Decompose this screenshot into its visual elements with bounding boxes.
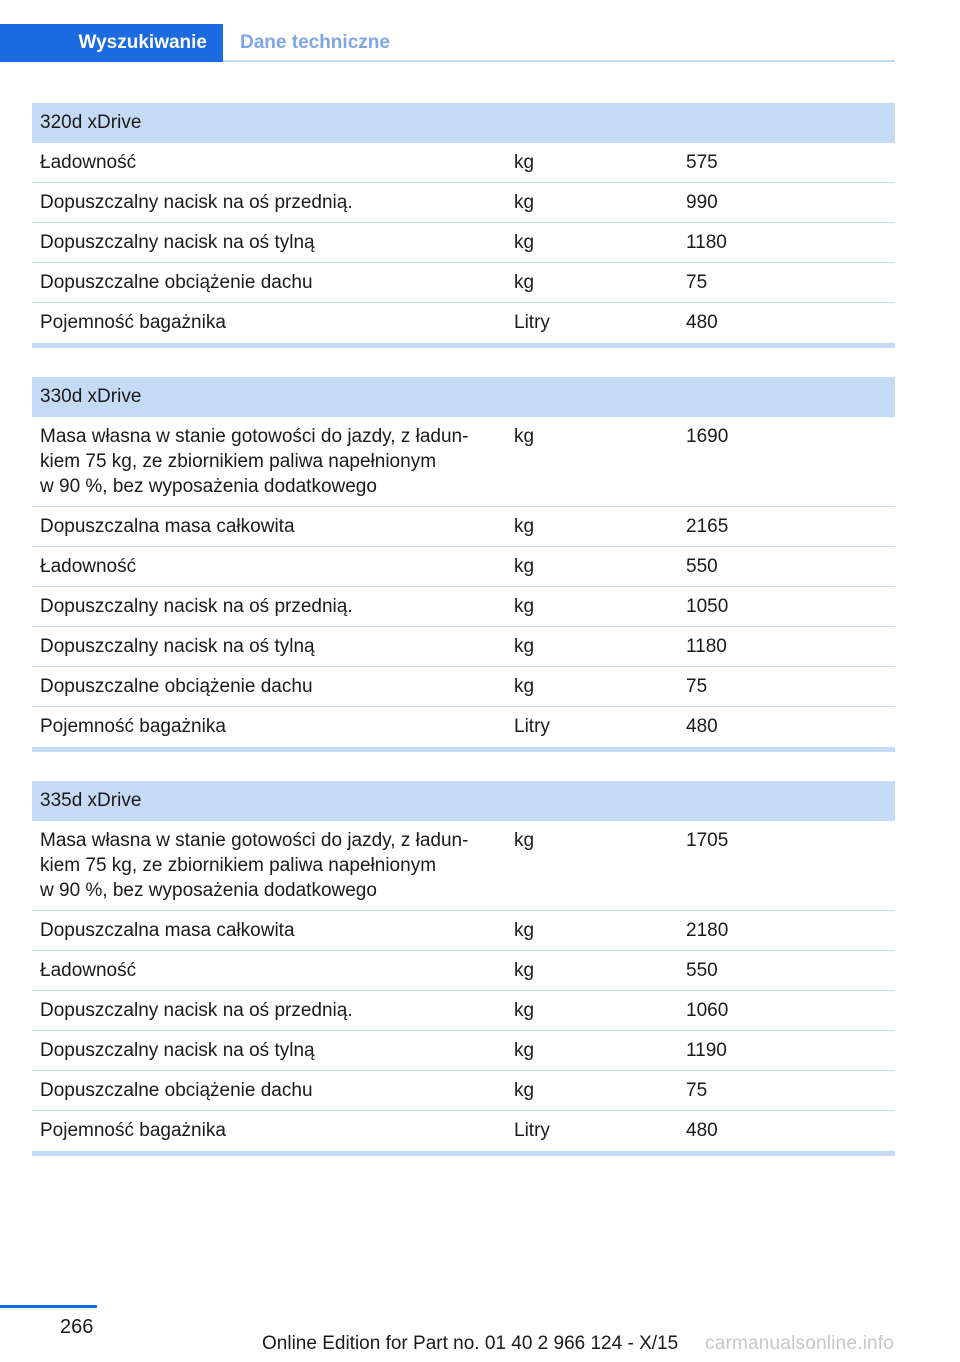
row-unit: kg bbox=[514, 516, 535, 537]
row-unit: kg bbox=[514, 596, 535, 617]
row-unit: kg bbox=[514, 1000, 535, 1021]
row-label: Ładowność bbox=[40, 556, 137, 577]
watermark-text: carmanualsonline.info bbox=[705, 1333, 895, 1354]
row-label: Dopuszczalny nacisk na oś przednią. bbox=[40, 596, 353, 617]
row-unit: Litry bbox=[514, 1120, 550, 1141]
row-value: 1705 bbox=[686, 830, 729, 851]
spec-table-330d bbox=[32, 377, 895, 752]
row-label: Masa własna w stanie gotowości do jazdy, z ładun- kiem 75 kg, ze zbiornikiem paliwa napełnionym w 90 %, bez wyposażenia dodatkowego bbox=[40, 426, 469, 497]
row-unit: Litry bbox=[514, 312, 550, 333]
edition-text: Online Edition for Part no. 01 40 2 966 124 - X/15 bbox=[262, 1333, 679, 1354]
spec-table-title: 335d xDrive bbox=[32, 781, 895, 821]
table-row bbox=[32, 417, 895, 507]
table-row bbox=[32, 303, 895, 343]
spec-table-320d bbox=[32, 103, 895, 348]
table-bottom-rule bbox=[32, 343, 895, 348]
row-unit: Litry bbox=[514, 716, 550, 737]
spec-table-335d bbox=[32, 781, 895, 1156]
row-value: 75 bbox=[686, 1080, 708, 1101]
row-label: Pojemność bagażnika bbox=[40, 312, 226, 333]
table-row bbox=[32, 263, 895, 303]
table-row bbox=[32, 1031, 895, 1071]
row-label: Dopuszczalny nacisk na oś przednią. bbox=[40, 1000, 353, 1021]
table-row bbox=[32, 707, 895, 747]
row-label: Dopuszczalne obciążenie dachu bbox=[40, 272, 313, 293]
row-unit: kg bbox=[514, 1080, 535, 1101]
row-value: 1190 bbox=[686, 1040, 727, 1061]
spec-table-title: 330d xDrive bbox=[32, 377, 895, 417]
row-unit: kg bbox=[514, 192, 535, 213]
row-unit: kg bbox=[514, 272, 535, 293]
row-value: 1690 bbox=[686, 426, 729, 447]
page-number: 266 bbox=[60, 1316, 94, 1338]
row-unit: kg bbox=[514, 960, 535, 981]
table-row bbox=[32, 911, 895, 951]
table-row bbox=[32, 547, 895, 587]
table-bottom-rule bbox=[32, 1151, 895, 1156]
tab-dane-techniczne[interactable]: Dane techniczne bbox=[240, 32, 390, 53]
row-value: 1180 bbox=[686, 232, 727, 253]
table-row bbox=[32, 507, 895, 547]
row-unit: kg bbox=[514, 676, 535, 697]
row-label: Ładowność bbox=[40, 960, 137, 981]
row-unit: kg bbox=[514, 426, 535, 447]
table-row bbox=[32, 627, 895, 667]
row-label: Dopuszczalny nacisk na oś tylną bbox=[40, 1040, 315, 1061]
row-value: 480 bbox=[686, 716, 718, 737]
row-value: 1050 bbox=[686, 596, 729, 617]
table-row bbox=[32, 183, 895, 223]
table-row bbox=[32, 991, 895, 1031]
row-unit: kg bbox=[514, 830, 535, 851]
row-label: Dopuszczalny nacisk na oś tylną bbox=[40, 232, 315, 253]
spec-table-title: 320d xDrive bbox=[32, 103, 895, 143]
table-row bbox=[32, 951, 895, 991]
row-value: 75 bbox=[686, 272, 708, 293]
row-value: 480 bbox=[686, 312, 718, 333]
row-label: Masa własna w stanie gotowości do jazdy, z ładun- kiem 75 kg, ze zbiornikiem paliwa napełnionym w 90 %, bez wyposażenia dodatkowego bbox=[40, 830, 469, 901]
row-label: Dopuszczalny nacisk na oś przednią. bbox=[40, 192, 353, 213]
table-row bbox=[32, 1111, 895, 1151]
row-unit: kg bbox=[514, 920, 535, 941]
row-value: 575 bbox=[686, 152, 718, 173]
row-unit: kg bbox=[514, 636, 535, 657]
row-value: 75 bbox=[686, 676, 708, 697]
table-row bbox=[32, 821, 895, 911]
row-value: 1060 bbox=[686, 1000, 729, 1021]
header-divider bbox=[223, 60, 895, 62]
row-label: Dopuszczalna masa całkowita bbox=[40, 516, 295, 537]
row-value: 990 bbox=[686, 192, 718, 213]
table-row bbox=[32, 223, 895, 263]
row-unit: kg bbox=[514, 556, 535, 577]
row-label: Pojemność bagażnika bbox=[40, 716, 226, 737]
row-label: Dopuszczalny nacisk na oś tylną bbox=[40, 636, 315, 657]
table-row bbox=[32, 667, 895, 707]
row-value: 550 bbox=[686, 960, 718, 981]
row-unit: kg bbox=[514, 1040, 535, 1061]
chapter-tabs bbox=[0, 24, 895, 62]
row-value: 2165 bbox=[686, 516, 729, 537]
table-bottom-rule bbox=[32, 747, 895, 752]
table-row bbox=[32, 143, 895, 183]
row-label: Pojemność bagażnika bbox=[40, 1120, 226, 1141]
row-value: 480 bbox=[686, 1120, 718, 1141]
row-value: 550 bbox=[686, 556, 718, 577]
table-row bbox=[32, 587, 895, 627]
row-label: Dopuszczalne obciążenie dachu bbox=[40, 1080, 313, 1101]
row-unit: kg bbox=[514, 232, 535, 253]
row-label: Dopuszczalna masa całkowita bbox=[40, 920, 295, 941]
row-label: Dopuszczalne obciążenie dachu bbox=[40, 676, 313, 697]
row-value: 1180 bbox=[686, 636, 727, 657]
row-value: 2180 bbox=[686, 920, 729, 941]
row-label: Ładowność bbox=[40, 152, 137, 173]
row-unit: kg bbox=[514, 152, 535, 173]
footer-accent-line bbox=[0, 1305, 97, 1308]
tab-wyszukiwanie[interactable]: Wyszukiwanie bbox=[0, 24, 223, 62]
table-row bbox=[32, 1071, 895, 1111]
